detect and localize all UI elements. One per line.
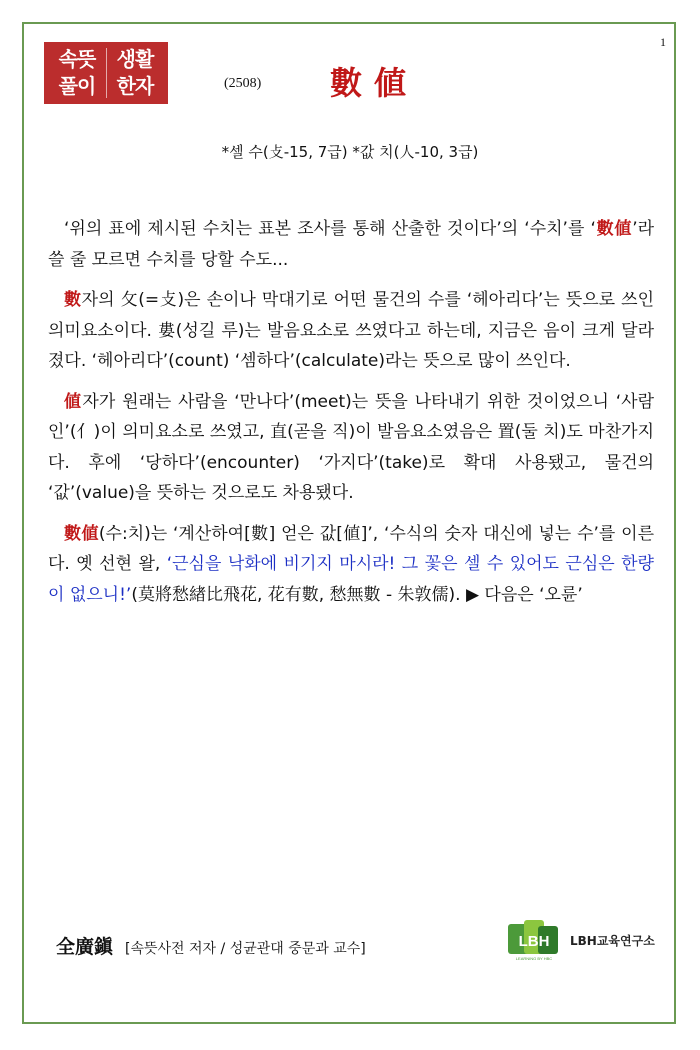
paragraph-2 bbox=[48, 285, 654, 377]
p4-quote: ‘근심을 낙화에 비기지 마시라! 그 꽃은 셀 수 있어도 근심은 한량이 없으니!’ bbox=[48, 554, 654, 605]
article-code: (2508) bbox=[224, 76, 262, 91]
p4-highlight: 數値 bbox=[64, 523, 99, 544]
p1-highlight: 數値 bbox=[595, 219, 633, 239]
paragraph-1 bbox=[48, 214, 654, 275]
character-readings: *셀 수(攴-15, 7급) *값 치(人-10, 3급) bbox=[221, 143, 479, 161]
p1-text-b: ’라 쓸 줄 모르면 수치를 당할 수도... bbox=[48, 219, 655, 270]
logo-divider bbox=[106, 48, 107, 98]
series-logo bbox=[44, 42, 168, 104]
author-line bbox=[56, 932, 366, 959]
author-name: 全廣鎭 bbox=[56, 936, 114, 958]
brand-block bbox=[506, 918, 655, 962]
logo-char-2: 생활 bbox=[116, 47, 154, 71]
lbh-logo-subtext: LEARNING BY HBC bbox=[515, 956, 553, 961]
p2-highlight: 數 bbox=[64, 290, 82, 310]
logo-char-3: 풀이 bbox=[58, 74, 96, 98]
paragraph-3 bbox=[48, 387, 654, 509]
article-body bbox=[48, 214, 654, 620]
p4-text-a: (수:치)는 ‘계산하여[數] 얻은 값[値]’, ‘수식의 숫자 대신에 넣는 수’를 이른다. 옛 선현 왈, bbox=[48, 523, 655, 574]
page-number: 1 bbox=[660, 35, 666, 49]
p3-text: 자가 원래는 사람을 ‘만나다’(meet)는 뜻을 나타내기 위한 것이었으니 ‘사람 인’(亻)이 의미요소로 쓰였고, 直(곧을 직)이 발음요소였음은 置(둘 치)도 마찬가지다. 후에 ‘당하다’(encounter) ‘가지다’(take)로 확대 사용됐고, 물건의 ‘값’(value)을 뜻하는 것으로도 차용됐다. bbox=[48, 391, 654, 503]
page-title: 數値 bbox=[330, 64, 419, 102]
lbh-logo-text: LBH bbox=[518, 933, 550, 950]
brand-name: LBH교육연구소 bbox=[570, 933, 655, 948]
p4-text-b: (莫將愁緖比飛花, 花有數, 愁無數 - 朱敦儒). ▶ 다음은 ‘오륜’ bbox=[131, 584, 583, 605]
logo-char-1: 속뜻 bbox=[58, 47, 96, 71]
p1-text-a: ‘위의 표에 제시된 수치는 표본 조사를 통해 산출한 것이다’의 ‘수치’를 ‘ bbox=[64, 219, 596, 239]
p3-highlight: 値 bbox=[64, 391, 83, 412]
lbh-logo-icon bbox=[506, 918, 562, 962]
logo-char-4: 한자 bbox=[116, 74, 154, 98]
p2-text: 자의 攵(=攴)은 손이나 막대기로 어떤 물건의 수를 ‘헤아리다’는 뜻으로 쓰인 의미요소이다. 婁(성길 루)는 발음요소로 쓰였다고 하는데, 지금은 음이 크게 달라졌다. ‘헤아리다’(count) ‘셈하다’(calculate)라는 뜻으로 많이 쓰인다. bbox=[48, 290, 655, 371]
paragraph-4 bbox=[48, 519, 654, 611]
author-affiliation: [속뜻사전 저자 / 성균관대 중문과 교수] bbox=[125, 941, 366, 957]
